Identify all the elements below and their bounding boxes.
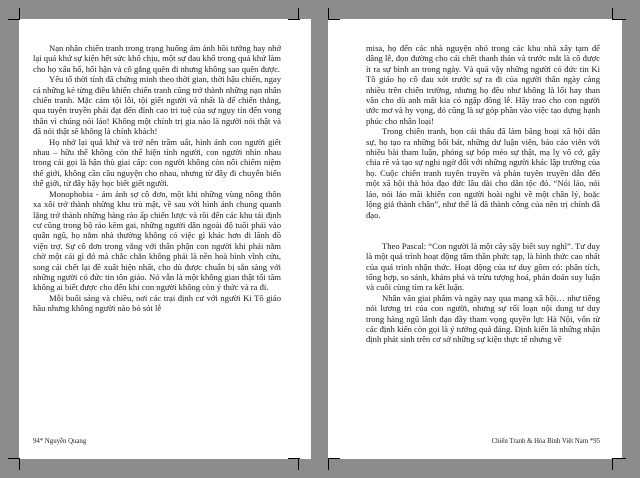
right-page-body (366, 43, 600, 427)
paragraph: Mỗi buổi sáng và chiều, nơi các trại định cư với người Ki Tô giáo hầu nhưng không người nào bỏ sót lễ (33, 292, 281, 314)
section-gap (366, 220, 600, 230)
paragraph: misa, họ đến các nhà nguyện nhỏ trong các khu nhà xây tạm để dâng lễ, đọn đường cho cái chết thanh thản và trước mắt là cô được ít ra sự bình an trong ngày. Và quả vậy những người có đức tin Ki Tô giáo họ cô đau xót trước sự ra đi của người thân ngày càng nhiều trên chiến trường, nhưng họ đều như không là lối hay than vãn cho dù anh mất kia có ngập đồng lễ. Hãy trao cho con người ước mơ và hy vọng, đó cũng là sự góp phần vào việc tạo dựng hạnh phúc cho nhân loại! (366, 43, 600, 126)
paragraph: Họ nhớ lại quá khứ và trở nên trầm uất, hình ảnh con người giết nhau – hữu thể không còn thể hiện tính người, con người nhìn nhau trong cái gọi là hận thù giai cấp: con người không còn nối chiếm niệm thế giới, không cần cầu nguyện cho nhau, nhưng từ đây đi chuyển biến thế giới, từ đây hậy học biết giết người. (33, 136, 281, 189)
crop-mark (612, 19, 626, 20)
paragraph: Nạn nhân chiến tranh trong trạng huống ám ảnh hồi tưởng hay nhớ lại quá khứ sự kiện hết sức khổ chịu, một sự đau khổ trong quá khứ làm cho họ xấu hổ, hối hận và cô gắng quên đi nhưng không sao quên được. (33, 43, 281, 74)
crop-mark (288, 19, 300, 20)
crop-mark (288, 458, 300, 459)
crop-mark (8, 19, 20, 20)
section-gap (366, 230, 600, 240)
left-page (19, 19, 311, 459)
left-page-body (33, 43, 281, 427)
paragraph: Nhân văn giai phẩm và ngày nay qua mạng xã hội… như tiếng nói lương tri của con người, nhưng sự rối loạn nội dung tư duy trong hàng ngũ lãnh đạo đầy tham vọng quyền lực Hà Nội, vốn từ các định kiến còn gọi là ý tưởng quá đáng. Định kiến là những nhận định phát sinh trên cơ sở những sự kiện thực tế nhưng về (366, 292, 600, 345)
crop-mark (328, 458, 340, 459)
right-page-folio: Chiến Tranh & Hòa Bình Việt Nam *95 (491, 438, 600, 445)
paragraph: Trong chiến tranh, bọn cái thấu đã làm băng hoại xã hội dân sự, họ tạo ra những bối bát, những dư luận viên, báo cáo viên với nhiều bài tham luận, phóng sự bóp méo sự thật, mạ lỵ vô cớ, gây chia rẽ và tạo sự nghi ngờ đối với những người khác lập trường của họ. Cuộc chiến tranh tuyên truyền và phản tuyên truyền dẫn đến một xã hội thà hóa đạo đức lâu dài cho dân tộc đó. “Nói láo, nói láo, nói láo mãi khiến con người hoài nghi về một chân lý, hoặc lộng giả thành chân”, như thế là đã thành công của nền trị chính đã đạo. (366, 126, 600, 220)
paragraph: Monophobia - ám ảnh sợ cô đơn, một khi những vùng nông thôn xa xôi trở thành những khu trù mật, về sau với hình ảnh chung quanh lặng trở thành những hàng rào ấp chiến lược và rồi đến các khu tái định cư cũng trong bộ ráo kẽm gai, những người dân ngoài độ tuổi phải vào quân ngũ, họ nằm nhà thường không có việc gì khác hơn đi lãnh đồ viện trợ. Sự cô đơn trong vắng với thân phận con người khi phải nằm chờ một cái gì đó mà chắc chắn không phải là nền hoà bình vĩnh cửu, song cái chết lại đề xuất hiện nhất, cho dù được chuẩn bị sẵn sàng với những người có đức tin tôn giáo. Nó vẫn là một không gian thật tối tăm không ai biết được cho đến khi con người không còn ý thức và ra đi. (33, 188, 281, 293)
right-page (328, 19, 622, 459)
left-page-folio: 94* Nguyễn Quang (33, 438, 87, 445)
crop-mark (19, 458, 20, 470)
crop-mark (612, 458, 613, 470)
crop-mark (298, 458, 299, 470)
paragraph: Yếu tố thời tính đã chứng minh theo thời gian, thời hậu chiến, ngay cả những kẻ từng điều khiển chiến tranh cũng trở thành những nạn nhân chiến tranh. Mặc cảm tội lỗi, tội giết người và nhất là để chiến thắng, qua tuyên truyền phải đạt đến đỉnh cao tri tuệ của sự ngụy tín đến vong thân vì chúng nói láo! Không một chính trị gia nào là người nói thật và đã nói thật sẽ không là chính khách! (33, 74, 281, 137)
paragraph: Theo Pascal: “Con người là một cây sậy biết suy nghĩ”. Tư duy là một quá trình hoạt động tâm thần phức tạp, là hình thức cao nhất của quá trình nhận thức. Hoạt động của tư duy gồm có: phân tích, tổng hợp, so sánh, khám phá và trừu tượng hoá, phán đoán suy luận và cuối cùng tìm ra kết luận. (366, 240, 600, 293)
crop-mark (612, 458, 626, 459)
crop-mark (328, 19, 340, 20)
crop-mark (328, 458, 329, 470)
crop-mark (8, 458, 20, 459)
